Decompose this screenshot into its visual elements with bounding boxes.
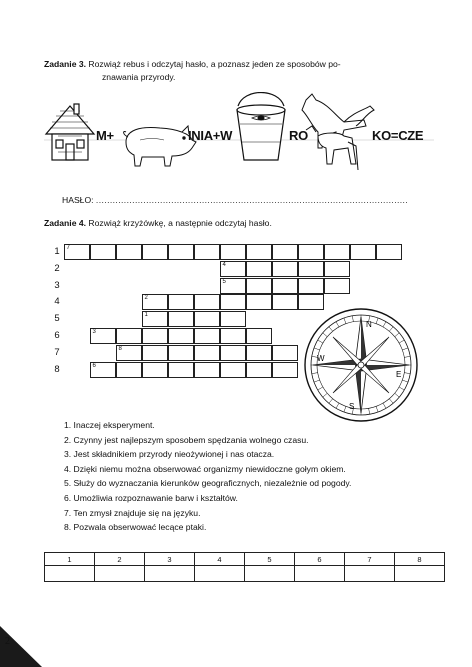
crossword-cell[interactable] <box>246 261 272 277</box>
crossword-cell[interactable] <box>246 328 272 344</box>
compass-letter-s: S <box>349 402 355 411</box>
crossword-row-number: 2 <box>54 262 60 274</box>
crossword-cell[interactable] <box>168 362 194 378</box>
crossword-cell[interactable] <box>220 345 246 361</box>
answer-cell[interactable] <box>345 566 395 582</box>
crossword-row-number: 4 <box>54 296 60 308</box>
crossword-cell[interactable] <box>246 345 272 361</box>
crossword-cell[interactable] <box>272 244 298 260</box>
crossword-cell[interactable] <box>220 294 246 310</box>
task3-text: Rozwiąż rebus i odczytaj hasło, a poznasz jeden ze sposobów po- <box>86 59 341 69</box>
rebus-text-4: KO=CZE <box>372 128 424 143</box>
task4-label: Zadanie 4. <box>44 218 87 228</box>
page-corner <box>0 626 42 667</box>
crossword-cell[interactable] <box>194 345 220 361</box>
crossword-cell-number: 5 <box>222 278 226 285</box>
crossword-cell[interactable] <box>116 345 142 361</box>
compass-letter-e: E <box>396 370 402 379</box>
crossword-cell[interactable] <box>142 244 168 260</box>
clue-item: 5. Służy do wyznaczania kierunków geograficznych, niezależnie od pogody. <box>64 478 352 489</box>
crossword-row-number: 7 <box>54 346 60 358</box>
page-number: 2 <box>5 636 10 647</box>
rebus-text-2: INIA+W <box>188 128 233 143</box>
clue-item: 8. Pozwala obserwować lecące ptaki. <box>64 522 207 533</box>
crossword-cell-number: 6 <box>92 362 96 369</box>
crossword-cell[interactable] <box>246 362 272 378</box>
answer-cell[interactable] <box>45 566 95 582</box>
crossword-cell[interactable] <box>116 362 142 378</box>
answer-cell[interactable] <box>145 566 195 582</box>
crossword-cell[interactable] <box>272 345 298 361</box>
crossword-cell[interactable] <box>272 278 298 294</box>
crossword-cell[interactable] <box>142 328 168 344</box>
crossword-cell[interactable] <box>324 244 350 260</box>
crossword-cell[interactable] <box>64 244 90 260</box>
crossword-cell[interactable] <box>168 311 194 327</box>
crossword-row-number: 1 <box>54 246 60 257</box>
crossword-cell-number: 2 <box>144 295 148 302</box>
crossword-cell[interactable] <box>324 278 350 294</box>
answer-number: 7 <box>345 553 395 566</box>
clue-item: 4. Dzięki niemu można obserwować organizmy niewidoczne gołym okiem. <box>64 463 346 474</box>
crossword-cell[interactable] <box>142 362 168 378</box>
crossword-cell[interactable] <box>194 362 220 378</box>
crossword-cell[interactable] <box>168 328 194 344</box>
answer-grid <box>44 552 445 582</box>
crossword-cell[interactable] <box>194 294 220 310</box>
crossword-cell[interactable] <box>116 244 142 260</box>
task4-instruction <box>44 217 272 230</box>
answer-cell[interactable] <box>195 566 245 582</box>
rebus-text-1: M+ <box>96 128 114 143</box>
task3-text-continued: znawania przyrody. <box>102 71 176 82</box>
crossword-cell[interactable] <box>272 294 298 310</box>
crossword-cell[interactable] <box>246 294 272 310</box>
answer-cell[interactable] <box>295 566 345 582</box>
crossword-cell-number: 4 <box>222 261 226 268</box>
crossword-cell[interactable] <box>220 311 246 327</box>
crossword-cell[interactable] <box>220 362 246 378</box>
crossword-cell[interactable] <box>168 244 194 260</box>
answer-cell[interactable] <box>245 566 295 582</box>
clue-item: 2. Czynny jest najlepszym sposobem spędzania wolnego czasu. <box>64 434 309 445</box>
haslo-dots: ................................................................................................................ <box>95 195 409 205</box>
crossword-cell[interactable] <box>298 278 324 294</box>
crossword-row-number: 8 <box>54 363 60 375</box>
crossword-cell[interactable] <box>246 278 272 294</box>
rebus-text-3: RO <box>289 128 308 143</box>
answer-number: 5 <box>245 553 295 566</box>
crossword-cell[interactable] <box>194 311 220 327</box>
crossword-cell[interactable] <box>168 294 194 310</box>
clue-item: 6. Umożliwia rozpoznawanie barw i kształtów. <box>64 492 238 503</box>
crossword-cell[interactable] <box>90 362 116 378</box>
crossword-cell[interactable] <box>142 294 168 310</box>
crossword-cell[interactable] <box>350 244 376 260</box>
crossword-cell[interactable] <box>116 328 142 344</box>
task3-answer-line[interactable] <box>62 195 408 205</box>
haslo-label: HASŁO: <box>62 195 94 205</box>
answer-number: 6 <box>295 553 345 566</box>
crossword-cell[interactable] <box>90 328 116 344</box>
answer-number: 3 <box>145 553 195 566</box>
answer-cell[interactable] <box>95 566 145 582</box>
crossword-cell[interactable] <box>220 261 246 277</box>
house-icon <box>46 104 94 160</box>
compass-letter-w: W <box>317 354 325 363</box>
crossword-cell[interactable] <box>324 261 350 277</box>
crossword-cell[interactable] <box>246 244 272 260</box>
answer-number: 4 <box>195 553 245 566</box>
task3-label: Zadanie 3. <box>44 59 87 69</box>
crossword-row-number: 3 <box>54 279 60 291</box>
crossword-cell[interactable] <box>272 362 298 378</box>
answer-number: 2 <box>95 553 145 566</box>
horses-icon <box>302 94 374 170</box>
crossword-cell-number: 3 <box>92 329 96 335</box>
crossword-cell[interactable] <box>194 244 220 260</box>
answer-number: 8 <box>395 553 445 566</box>
crossword-cell-number: 1 <box>144 312 148 319</box>
crossword-cell-number: 7 <box>66 245 70 251</box>
crossword-cell[interactable] <box>272 261 298 277</box>
crossword-cell-number: 8 <box>118 345 122 352</box>
crossword-cell[interactable] <box>194 328 220 344</box>
bucket-icon <box>237 93 285 161</box>
clue-item: 1. Inaczej eksperyment. <box>64 420 155 430</box>
compass-icon <box>303 307 419 423</box>
crossword-cell[interactable] <box>298 244 324 260</box>
crossword-row-number: 6 <box>54 330 60 341</box>
crossword-cell[interactable] <box>168 345 194 361</box>
answer-cell[interactable] <box>395 566 445 582</box>
crossword-cell[interactable] <box>220 244 246 260</box>
clue-list <box>64 418 351 535</box>
pig-icon <box>124 126 196 166</box>
answer-number: 1 <box>45 553 95 566</box>
crossword-cell[interactable] <box>298 261 324 277</box>
task4-text: Rozwiąż krzyżówkę, a następnie odczytaj hasło. <box>86 218 272 228</box>
clue-item: 3. Jest składnikiem przyrody nieożywionej i nas otacza. <box>64 449 275 460</box>
crossword-cell[interactable] <box>142 311 168 327</box>
crossword-cell[interactable] <box>142 345 168 361</box>
crossword-cell[interactable] <box>376 244 402 260</box>
task3-instruction <box>44 58 424 83</box>
compass-letter-n: N <box>366 320 372 329</box>
crossword-cell[interactable] <box>90 244 116 260</box>
crossword-row-number: 5 <box>54 313 60 325</box>
crossword-cell[interactable] <box>220 328 246 344</box>
crossword-cell[interactable] <box>220 278 246 294</box>
clue-item: 7. Ten zmysł znajduje się na języku. <box>64 507 201 518</box>
